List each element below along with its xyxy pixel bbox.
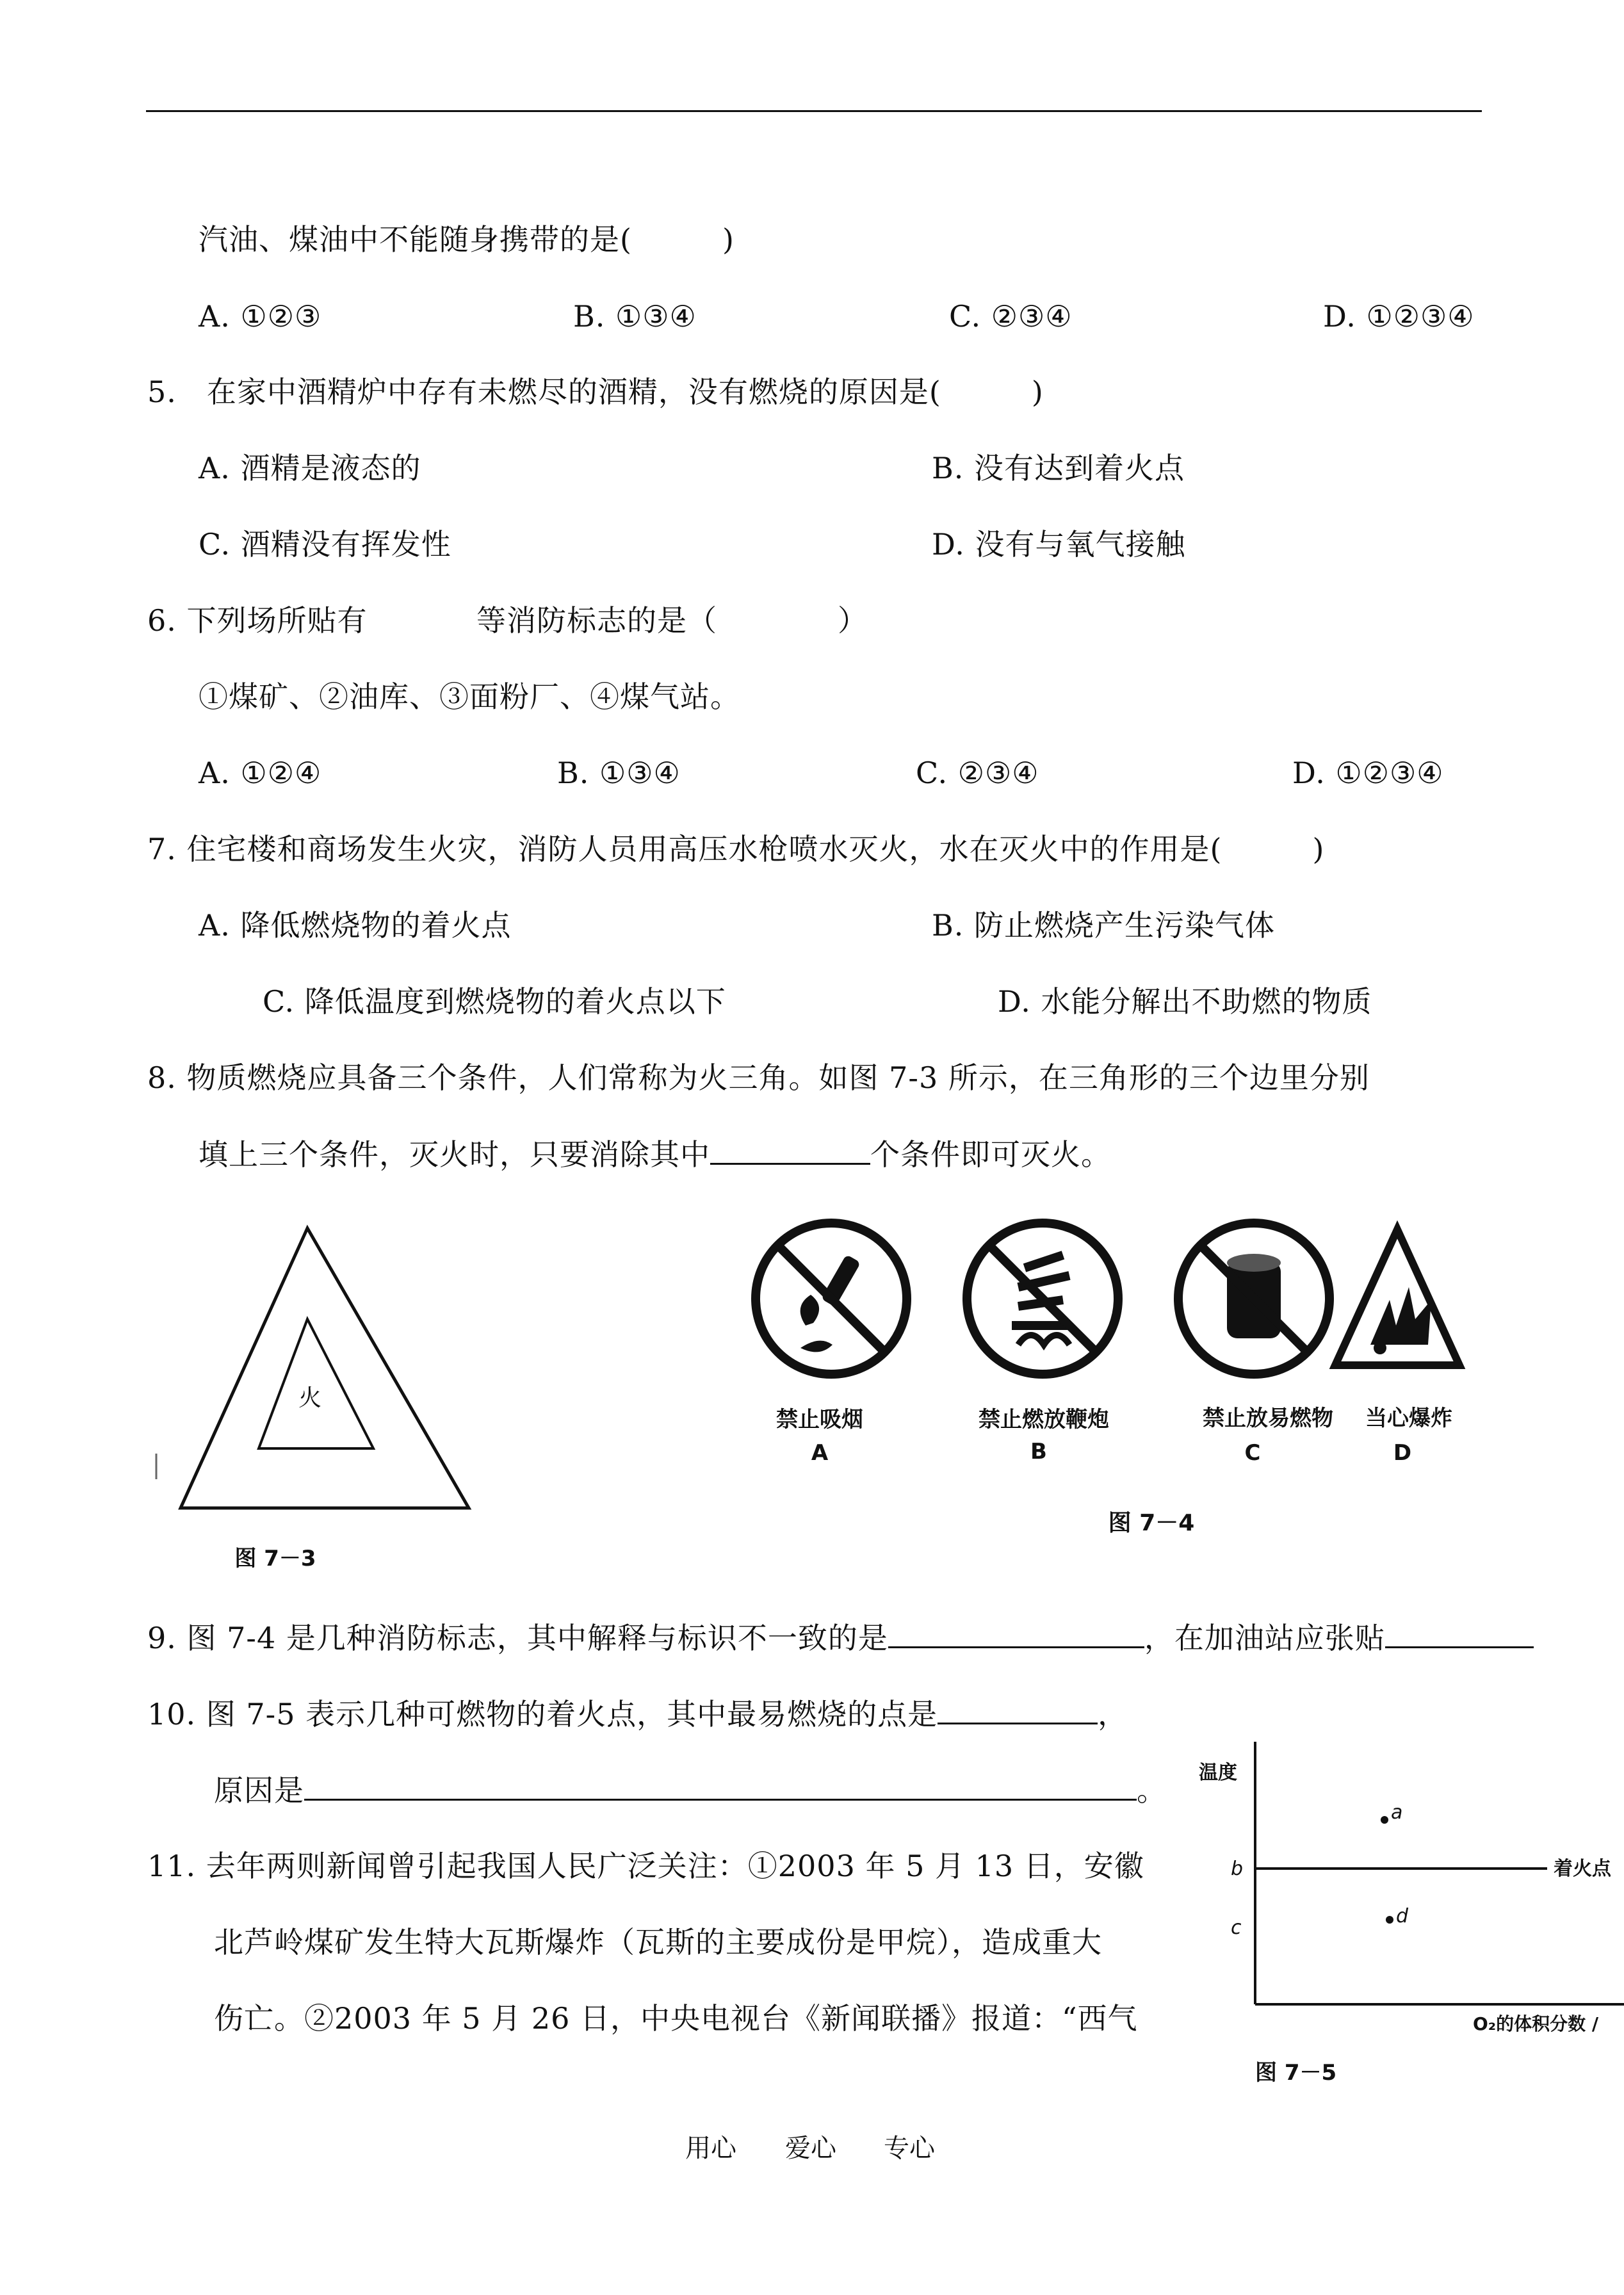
q11-line2: 北芦岭煤矿发生特大瓦斯爆炸（瓦斯的主要成份是甲烷），造成重大 bbox=[214, 1925, 1102, 1959]
q5-stem: 5. 在家中酒精炉中存有未燃尽的酒精，没有燃烧的原因是( ) bbox=[147, 375, 1044, 409]
q10-answer-blank-1[interactable] bbox=[938, 1694, 1098, 1724]
q4-continuation: 汽油、煤油中不能随身携带的是( ) bbox=[199, 222, 735, 257]
q4-option-d: D. ①②③④ bbox=[1323, 299, 1475, 334]
q9-line bbox=[147, 1618, 1534, 1657]
fig75-caption: 图 7－5 bbox=[1255, 2060, 1337, 2086]
q10-line1 bbox=[147, 1694, 1128, 1733]
no-flammables-sign-icon bbox=[1178, 1223, 1329, 1374]
q11-line1: 11. 去年两则新闻曾引起我国人民广泛关注：①2003 年 5 月 13 日，安徽 bbox=[147, 1849, 1144, 1883]
tick-c: c bbox=[1231, 1917, 1242, 1939]
footer-a: 用心 bbox=[685, 2134, 736, 2163]
no-firecrackers-sign-icon bbox=[967, 1223, 1118, 1374]
q8-answer-blank[interactable] bbox=[710, 1135, 870, 1165]
x-axis-label: O₂的体积分数 / bbox=[1473, 2013, 1599, 2034]
q4-option-c: C. ②③④ bbox=[949, 299, 1073, 334]
no-smoking-sign-icon bbox=[756, 1223, 907, 1374]
explosion-warning-sign-icon bbox=[1335, 1229, 1459, 1365]
ignition-point-chart bbox=[1191, 1729, 1624, 2088]
q4-option-a: A. ①②③ bbox=[199, 299, 322, 334]
fig73-caption: 图 7－3 bbox=[234, 1546, 316, 1571]
sign-d-label: 当心爆炸 bbox=[1365, 1406, 1452, 1431]
q8-line2 bbox=[199, 1135, 1111, 1174]
fire-label: 火 bbox=[298, 1385, 322, 1411]
q8-line2-a: 填上三个条件，灭火时，只要消除其中 bbox=[199, 1137, 710, 1172]
fig74-caption: 图 7－4 bbox=[1108, 1510, 1195, 1536]
point-d-label: d bbox=[1396, 1905, 1409, 1927]
sign-b-letter: B bbox=[1030, 1439, 1047, 1464]
q7-option-d: D. 水能分解出不助燃的物质 bbox=[998, 984, 1372, 1019]
sign-a-label: 禁止吸烟 bbox=[776, 1407, 863, 1432]
q5-option-d: D. 没有与氧气接触 bbox=[932, 527, 1186, 562]
figure-7-3 bbox=[147, 1210, 506, 1582]
point-d bbox=[1386, 1916, 1393, 1924]
q10-line2-a: 原因是 bbox=[214, 1773, 304, 1808]
q7-stem: 7. 住宅楼和商场发生火灾，消防人员用高压水枪喷水灭火，水在灭火中的作用是( ) bbox=[147, 832, 1325, 866]
footer-b: 爱心 bbox=[785, 2134, 836, 2163]
q8-line2-b: 个条件即可灭火。 bbox=[870, 1137, 1111, 1172]
footer-c: 专心 bbox=[884, 2134, 935, 2163]
sign-b-label: 禁止燃放鞭炮 bbox=[978, 1407, 1109, 1432]
q6-option-d: D. ①②③④ bbox=[1292, 756, 1444, 790]
header-rule bbox=[146, 110, 1482, 112]
q7-option-a: A. 降低燃烧物的着火点 bbox=[199, 908, 512, 943]
point-a-label: a bbox=[1391, 1801, 1403, 1824]
q4-option-b: B. ①③④ bbox=[573, 299, 697, 334]
fire-triangle-diagram bbox=[147, 1210, 506, 1582]
outer-triangle bbox=[181, 1228, 469, 1508]
q7-option-b: B. 防止燃烧产生污染气体 bbox=[932, 908, 1276, 943]
point-a bbox=[1381, 1816, 1388, 1824]
q10-line2 bbox=[214, 1771, 1167, 1810]
q5-option-a: A. 酒精是液态的 bbox=[199, 451, 421, 485]
q6-stem-b: 等消防标志的是（ ） bbox=[476, 603, 868, 638]
q9-stem-b: ，在加油站应张贴 bbox=[1144, 1621, 1385, 1655]
q10-line2-b: 。 bbox=[1137, 1773, 1167, 1808]
q5-option-c: C. 酒精没有挥发性 bbox=[199, 527, 451, 562]
q10-line1-a: 10. 图 7-5 表示几种可燃物的着火点，其中最易燃烧的点是 bbox=[147, 1697, 938, 1731]
q9-stem-a: 9. 图 7-4 是几种消防标志，其中解释与标识不一致的是 bbox=[147, 1621, 888, 1655]
figure-7-4 bbox=[736, 1217, 1466, 1550]
sign-c-label: 禁止放易燃物 bbox=[1203, 1406, 1333, 1431]
q9-answer-blank-1[interactable] bbox=[888, 1618, 1144, 1648]
q6-option-b: B. ①③④ bbox=[557, 756, 681, 790]
q7-option-c: C. 降低温度到燃烧物的着火点以下 bbox=[263, 984, 726, 1019]
inner-triangle bbox=[259, 1319, 373, 1448]
ignition-line-label: 着火点 bbox=[1554, 1858, 1611, 1880]
q9-answer-blank-2[interactable] bbox=[1385, 1618, 1534, 1648]
q6-places: ①煤矿、②油库、③面粉厂、④煤气站。 bbox=[199, 679, 740, 714]
y-axis-label: 温度 bbox=[1199, 1762, 1237, 1784]
figure-7-5 bbox=[1191, 1729, 1624, 2088]
sign-c-letter: C bbox=[1244, 1440, 1261, 1466]
q10-answer-blank-2[interactable] bbox=[304, 1771, 1137, 1801]
q6-option-a: A. ①②④ bbox=[199, 756, 322, 790]
q11-line3: 伤亡。②2003 年 5 月 26 日，中央电视台《新闻联播》报道：“西气 bbox=[214, 2001, 1138, 2036]
q6-stem-a: 6. 下列场所贴有 bbox=[147, 603, 368, 638]
fire-signs-diagram bbox=[736, 1217, 1466, 1550]
sign-a-letter: A bbox=[811, 1440, 829, 1466]
sign-d-letter: D bbox=[1393, 1440, 1412, 1466]
tick-b: b bbox=[1231, 1858, 1244, 1880]
q6-option-c: C. ②③④ bbox=[916, 756, 1039, 790]
q10-line1-b: ， bbox=[1098, 1697, 1128, 1731]
q8-line1: 8. 物质燃烧应具备三个条件，人们常称为火三角。如图 7-3 所示，在三角形的三个边里分别 bbox=[147, 1060, 1370, 1095]
q5-option-b: B. 没有达到着火点 bbox=[932, 451, 1185, 485]
